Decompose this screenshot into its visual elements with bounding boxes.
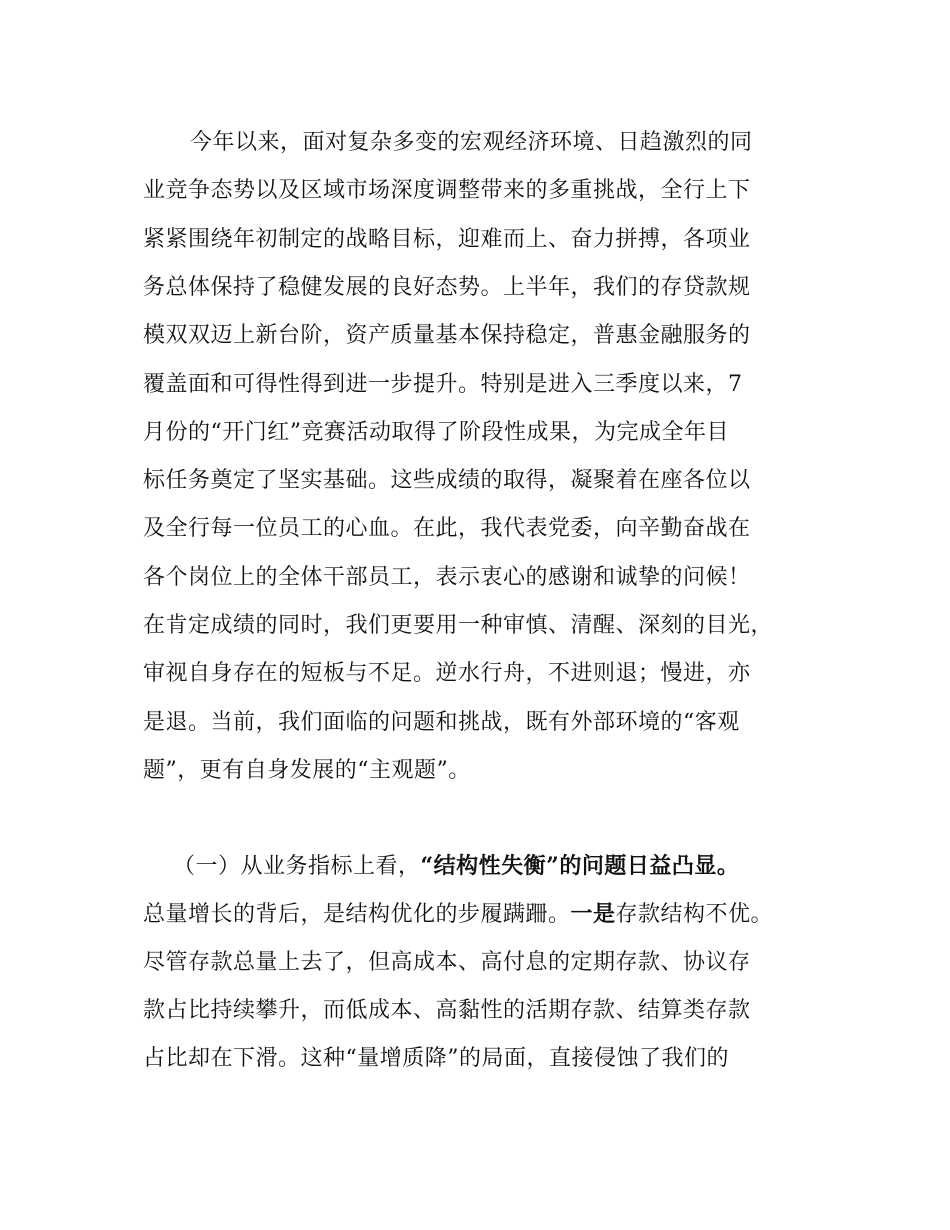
paragraph-1-line	[143, 659, 813, 689]
text-run: 题”，更有自身发展的“主观题”。	[143, 757, 471, 783]
paragraph-1-line	[143, 273, 813, 303]
paragraph-1-line	[143, 708, 813, 738]
text-run: 占比却在下滑。这种“量增质降”的局面，直接侵蚀了我们的	[143, 1046, 729, 1072]
paragraph-2-line	[143, 996, 813, 1026]
paragraph-1-line	[143, 756, 813, 786]
bold-text: 一是	[570, 901, 616, 928]
paragraph-2-line	[143, 1044, 813, 1074]
text-run: （一）从业务指标上看，	[173, 854, 421, 879]
paragraph-1-line	[143, 563, 813, 593]
text-run: 业竞争态势以及区域市场深度调整带来的多重挑战，全行上下	[143, 178, 751, 204]
text-run: 款占比持续攀升，而低成本、高黏性的活期存款、结算类存款	[143, 997, 751, 1023]
paragraph-2-line	[143, 948, 813, 978]
paragraph-1-line	[143, 321, 813, 351]
paragraph-1-line	[143, 370, 813, 400]
paragraph-1-line	[190, 128, 860, 158]
text-run: 标任务奠定了坚实基础。这些成绩的取得，凝聚着在座各位以	[143, 468, 751, 494]
paragraph-2-line	[143, 899, 813, 929]
paragraph-1-line	[143, 514, 813, 544]
paragraph-1-line	[143, 418, 813, 448]
text-run: 尽管存款总量上去了，但高成本、高付息的定期存款、协议存	[143, 949, 751, 975]
bold-text: “结构性失衡”的问题日益凸显。	[420, 853, 740, 879]
paragraph-2-line	[173, 851, 843, 881]
text-run: 月份的“开门红”竞赛活动取得了阶段性成果，为完成全年目	[143, 419, 729, 445]
text-run: 模双双迈上新台阶，资产质量基本保持稳定，普惠金融服务的	[143, 323, 751, 349]
text-run: 各个岗位上的全体干部员工，表示衷心的感谢和诚挚的问候！	[143, 564, 751, 590]
text-run: 务总体保持了稳健发展的良好态势。上半年，我们的存贷款规	[143, 274, 751, 300]
text-run: 总量增长的背后，是结构优化的步履蹒跚。	[143, 902, 571, 928]
paragraph-1-line	[143, 611, 813, 641]
paragraph-1-line	[143, 225, 813, 255]
text-run: 审视自身存在的短板与不足。逆水行舟，不进则退；慢进，亦	[143, 661, 751, 687]
paragraph-1-line	[143, 176, 813, 206]
text-run: 存款结构不优。	[615, 902, 774, 928]
text-run: 覆盖面和可得性得到进一步提升。特别是进入三季度以来，7	[143, 371, 743, 397]
text-run: 及全行每一位员工的心血。在此，我代表党委，向辛勤奋战在	[143, 516, 751, 542]
text-run: 今年以来，面对复杂多变的宏观经济环境、日趋激烈的同	[190, 130, 753, 155]
paragraph-1-line	[143, 466, 813, 496]
text-run: 在肯定成绩的同时，我们更要用一种审慎、清醒、深刻的目光，	[143, 613, 774, 638]
text-run: 是退。当前，我们面临的问题和挑战，既有外部环境的“客观	[143, 709, 740, 735]
text-run: 紧紧围绕年初制定的战略目标，迎难而上、奋力拼搏，各项业	[143, 226, 751, 252]
